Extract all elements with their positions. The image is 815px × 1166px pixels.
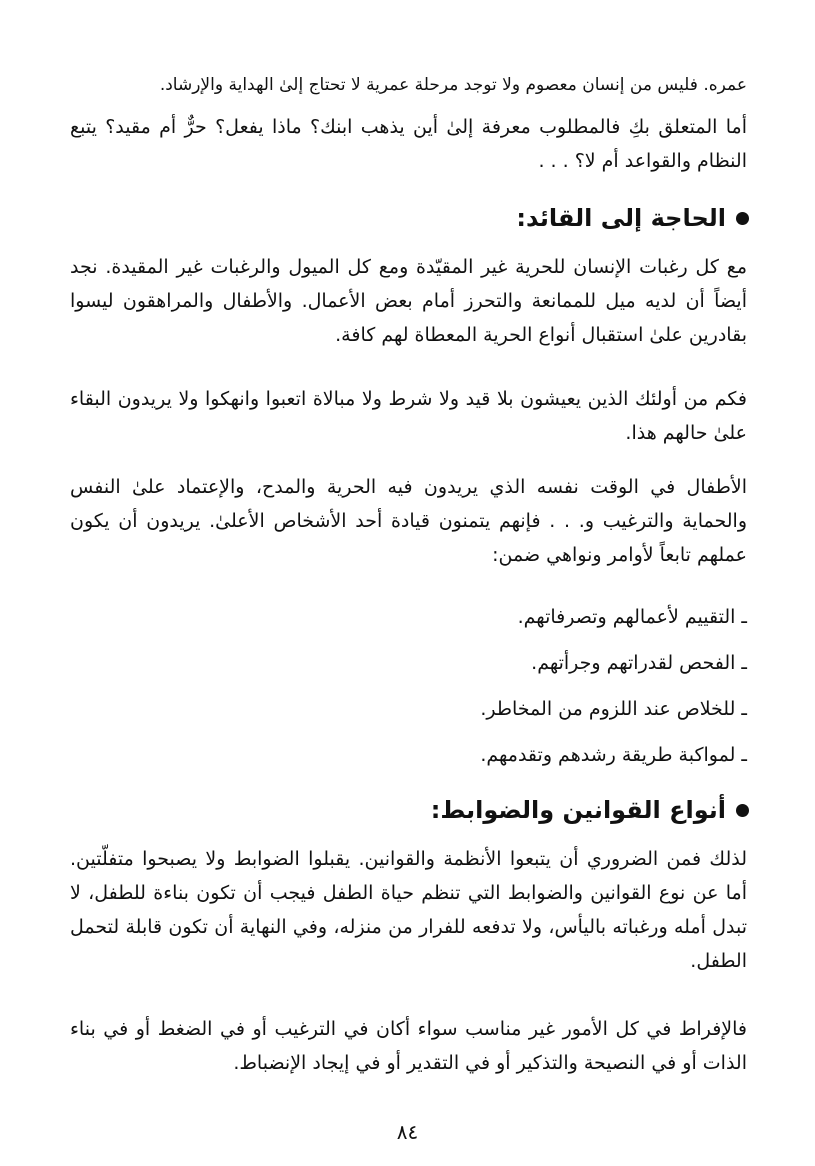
bullet-icon — [736, 212, 749, 225]
bullet-icon — [736, 804, 749, 817]
intro-paragraph: عمره. فليس من إنسان معصوم ولا توجد مرحلة عمرية لا تحتاج إلىٰ الهداية والإرشاد. — [159, 75, 747, 95]
list-item: ـ الفحص لقدراتهم وجرأتهم. — [531, 652, 747, 674]
section-heading-rules — [70, 790, 749, 830]
related-paragraph: أما المتعلق بكِ فالمطلوب معرفة إلىٰ أين يذهب ابنك؟ ماذا يفعل؟ حرٌّ أم مقيد؟ يتبع النظام والقواعد أم لا؟ . . . — [70, 116, 747, 172]
page-number: ٨٤ — [396, 1120, 419, 1144]
needs-list — [70, 594, 747, 778]
paragraph-excess: فالإفراط في كل الأمور غير مناسب سواء أكان في الترغيب أو في الضغط أو في بناء الذات أو في النصيحة والتذكير أو في التقدير أو في إيجاد الإنضباط. — [70, 1018, 747, 1074]
list-item: ـ التقييم لأعمالهم وتصرفاتهم. — [517, 606, 747, 628]
list-item: ـ للخلاص عند اللزوم من المخاطر. — [480, 698, 747, 720]
paragraph-unrestricted: فكم من أولئك الذين يعيشون بلا قيد ولا شرط ولا مبالاة اتعبوا وانهكوا ولا يريدون البقاء علىٰ حالهم هذا. — [70, 388, 747, 444]
paragraph-desires: مع كل رغبات الإنسان للحرية غير المقيّدة ومع كل الميول والرغبات غير المقيدة. نجد أيضاً أن لديه ميل للممانعة والتحرز أمام بعض الأعمال. والأطفال والمراهقون ليسوا بقادرين علىٰ استقبال أنواع الحرية المعطاة لهم كافة. — [70, 256, 747, 346]
section-heading-rules-text: أنواع القوانين والضوابط: — [430, 796, 726, 824]
section-heading-leader — [70, 198, 749, 238]
paragraph-rules: لذلك فمن الضروري أن يتبعوا الأنظمة والقوانين. يقبلوا الضوابط ولا يصبحوا متفلّتين. أما عن نوع القوانين والضوابط التي تنظم حياة الطفل فيجب أن تكون بناءة للطفل، لا تبدل أمله ورغباته باليأس، ولا تدفعه للفرار من منزله، وفي النهاية أن تكون قابلة لتحمل الطفل. — [70, 848, 747, 972]
paragraph-children-leadership: الأطفال في الوقت نفسه الذي يريدون فيه الحرية والمدح، والإعتماد علىٰ النفس والحماية والترغيب و. . . فإنهم يتمنون قيادة أحد الأشخاص الأعلىٰ. يريدون أن يكون عملهم تابعاً لأوامر ونواهي ضمن: — [70, 476, 747, 566]
list-item: ـ لمواكبة طريقة رشدهم وتقدمهم. — [480, 744, 747, 766]
section-heading-leader-text: الحاجة إلى القائد: — [516, 204, 726, 232]
